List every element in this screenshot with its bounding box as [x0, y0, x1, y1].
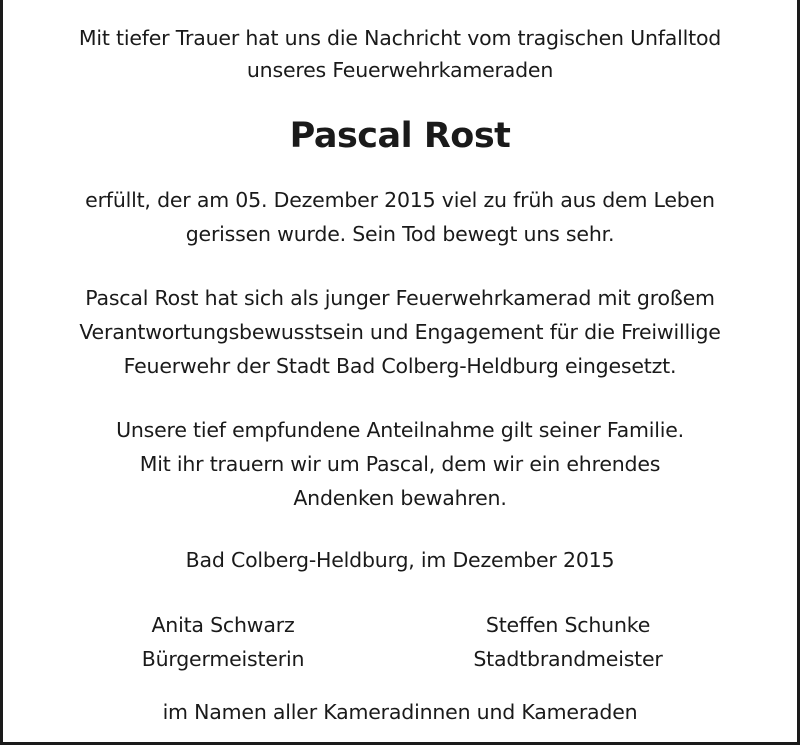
paragraph3-line-1: Unsere tief empfundene Anteilnahme gilt seiner Familie. [116, 418, 684, 442]
paragraph1-line-2: gerissen wurde. Sein Tod bewegt uns sehr. [185, 222, 615, 246]
paragraph3-line-3: Andenken bewahren. [293, 486, 507, 510]
deceased-name: Pascal Rost [289, 116, 511, 156]
closing-line: im Namen aller Kameradinnen und Kameraden [162, 700, 638, 724]
signatory-1-title: Bürgermeisterin [141, 647, 305, 671]
signatory-1-name: Anita Schwarz [151, 613, 295, 637]
paragraph2-line-1: Pascal Rost hat sich als junger Feuerwehrkamerad mit großem [85, 286, 715, 310]
place-date: Bad Colberg-Heldburg, im Dezember 2015 [185, 548, 615, 572]
signatory-2-name: Steffen Schunke [485, 613, 651, 637]
paragraph2-line-3: Feuerwehr der Stadt Bad Colberg-Heldburg eingesetzt. [123, 354, 677, 378]
intro-line-2: unseres Feuerwehrkameraden [246, 58, 554, 82]
intro-line-1: Mit tiefer Trauer hat uns die Nachricht vom tragischen Unfalltod [78, 26, 722, 50]
signatory-2-title: Stadtbrandmeister [473, 647, 663, 671]
paragraph2-line-2: Verantwortungsbewusstsein und Engagement für die Freiwillige [79, 320, 721, 344]
paragraph3-line-2: Mit ihr trauern wir um Pascal, dem wir ein ehrendes [139, 452, 661, 476]
paragraph1-line-1: erfüllt, der am 05. Dezember 2015 viel zu früh aus dem Leben [85, 188, 715, 212]
